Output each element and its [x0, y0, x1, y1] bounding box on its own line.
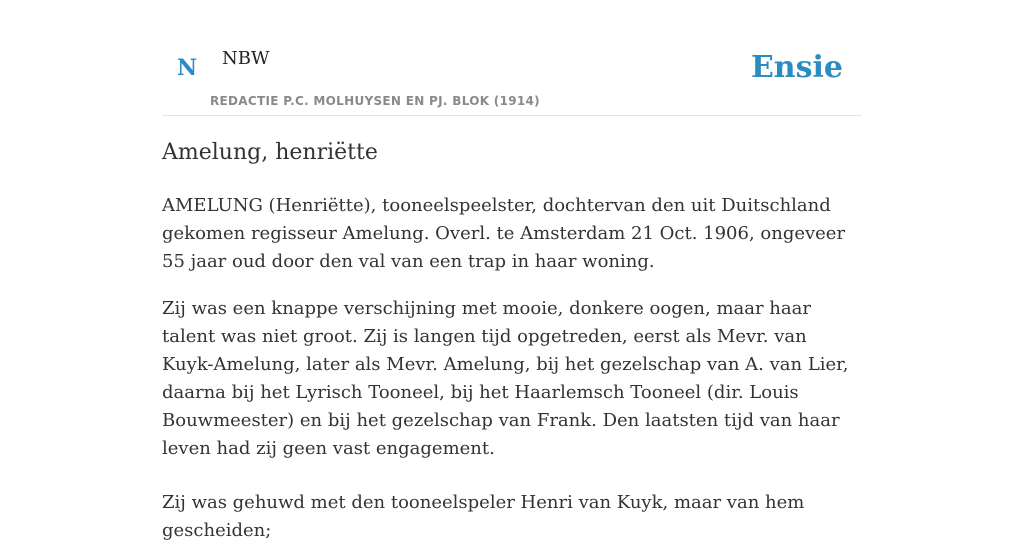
source-logo[interactable]: N — [177, 55, 198, 81]
article-paragraph-3: Zij was gehuwd met den tooneelspeler Henri van Kuyk, maar van hem gescheiden; — [162, 492, 805, 541]
article-paragraph-1: AMELUNG (Henriëtte), tooneelspeelster, dochtervan den uit Duitschland gekomen regisseur Amelung. Overl. te Amsterdam 21 Oct. 1906, ongeveer 55 jaar oud door den val van een trap in haar woning. — [162, 195, 846, 272]
page-container — [162, 0, 862, 541]
ensie-logo-link[interactable]: Ensie — [750, 50, 843, 85]
source-subtitle: REDACTIE P.C. MOLHUYSEN EN PJ. BLOK (1914) — [210, 94, 540, 108]
article-paragraph-2: Zij was een knappe verschijning met mooie, donkere oogen, maar haar talent was niet groot. Zij is langen tijd opgetreden, eerst als Mevr. van Kuyk-Amelung, later als Mevr. Amelung, bij het gezelschap van A. van Lier, daarna bij het Lyrisch Tooneel, bij het Haarlemsch Tooneel (dir. Louis Bouwmeester) en bij het gezelschap van Frank. Den laatsten tijd van haar leven had zij geen vast engagement. — [162, 298, 849, 459]
header — [162, 0, 862, 116]
source-code[interactable]: NBW — [222, 48, 270, 69]
article-title: Amelung, henriëtte — [162, 140, 378, 165]
